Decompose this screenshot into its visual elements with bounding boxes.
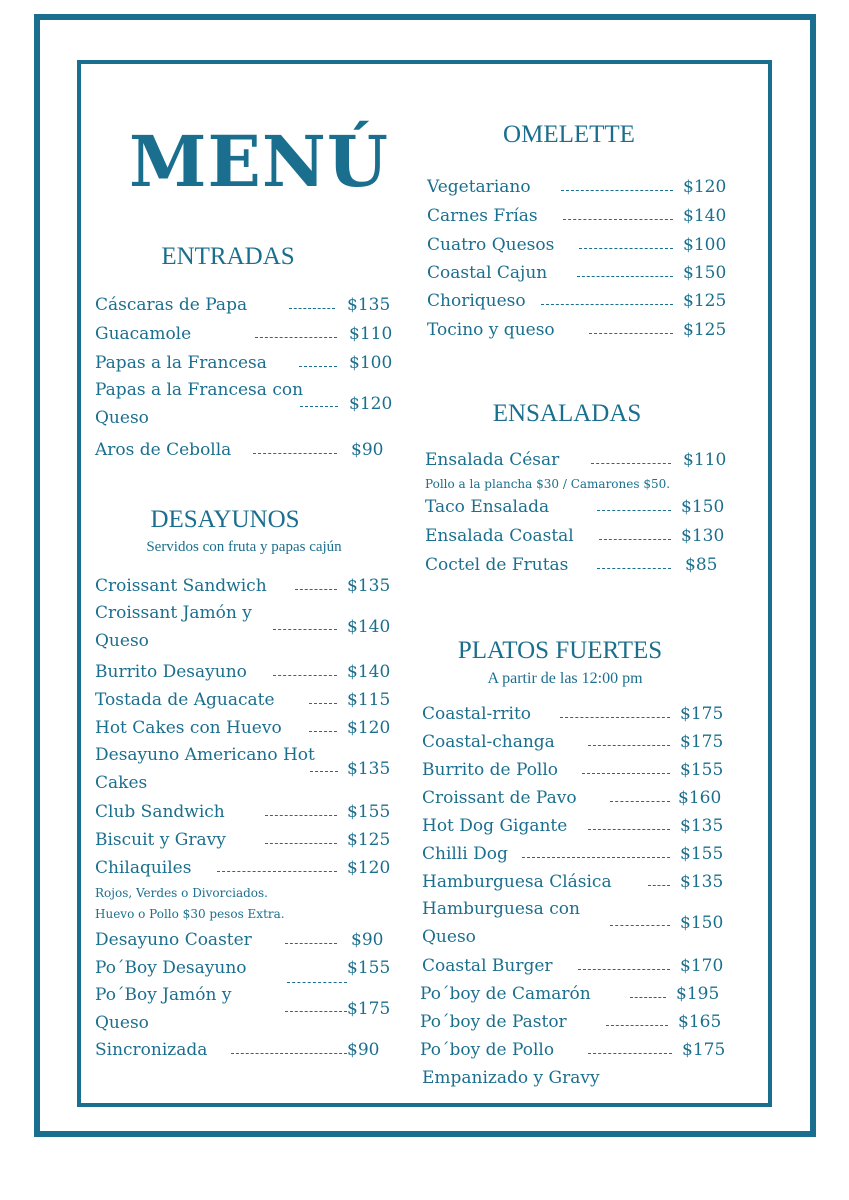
menu-item xyxy=(95,293,391,321)
item-price: $110 xyxy=(349,324,393,344)
menu-item xyxy=(422,814,724,842)
menu-title: MENÚ xyxy=(129,120,389,203)
item-name: Papas a la Francesa con Queso xyxy=(95,380,304,428)
menu-item xyxy=(95,745,391,801)
item-name: Po´boy de Camarón xyxy=(420,984,591,1004)
menu-item xyxy=(95,351,391,379)
item-price: $140 xyxy=(683,206,727,226)
item-price: $125 xyxy=(347,830,391,850)
menu-item xyxy=(95,716,391,744)
dotted-leader xyxy=(610,801,670,802)
item-name: Guacamole xyxy=(95,324,192,344)
menu-item xyxy=(95,380,391,436)
menu-item xyxy=(427,204,727,232)
menu-item xyxy=(422,758,724,786)
item-price: $100 xyxy=(349,353,393,373)
item-price: $150 xyxy=(681,497,725,517)
item-price: $135 xyxy=(347,759,391,779)
item-name: Tostada de Aguacate xyxy=(95,690,275,710)
menu-item xyxy=(420,1010,724,1038)
item-price: $140 xyxy=(347,617,391,637)
menu-item xyxy=(427,175,727,203)
menu-item xyxy=(95,574,391,602)
item-name: Hot Dog Gigante xyxy=(422,816,568,836)
item-name: Biscuit y Gravy xyxy=(95,830,226,850)
dotted-leader xyxy=(610,925,670,926)
desayunos-subtitle: Servidos con fruta y papas cajún xyxy=(146,539,342,555)
dotted-leader xyxy=(563,219,673,220)
menu-item xyxy=(425,524,725,552)
platos-fuertes-subtitle: A partir de las 12:00 pm xyxy=(487,670,643,687)
dotted-leader xyxy=(285,943,337,944)
item-price: $85 xyxy=(685,555,718,575)
item-name: Desayuno Americano Hot Cakes xyxy=(95,745,315,793)
dotted-leader xyxy=(522,857,670,858)
item-price: $100 xyxy=(683,235,727,255)
dotted-leader xyxy=(295,589,337,590)
menu-item xyxy=(95,856,391,884)
menu-item xyxy=(427,289,727,317)
dotted-leader xyxy=(591,463,671,464)
item-name: Po´boy de Pollo xyxy=(420,1040,555,1060)
item-price: $120 xyxy=(349,394,393,414)
dotted-leader xyxy=(579,248,673,249)
item-price: $120 xyxy=(347,718,391,738)
chilaquiles-extra-note: Huevo o Pollo $30 pesos Extra. xyxy=(95,907,285,921)
menu-item xyxy=(95,688,391,716)
item-price: $120 xyxy=(683,177,727,197)
dotted-leader xyxy=(231,1053,347,1054)
menu-item xyxy=(425,448,725,476)
menu-item xyxy=(420,1038,724,1066)
menu-item xyxy=(427,261,727,289)
item-name: Chilli Dog xyxy=(422,844,508,864)
item-price: $90 xyxy=(351,930,384,950)
item-name: Tocino y queso xyxy=(427,320,555,340)
item-name: Croissant Jamón y Queso xyxy=(95,603,252,651)
item-name: Burrito de Pollo xyxy=(422,760,559,780)
item-price: $175 xyxy=(680,704,724,724)
menu-item xyxy=(425,553,725,581)
item-price: $150 xyxy=(683,263,727,283)
dotted-leader xyxy=(599,539,671,540)
item-price: $155 xyxy=(347,802,391,822)
item-price: $155 xyxy=(680,844,724,864)
item-name: Papas a la Francesa xyxy=(95,353,267,373)
item-name: Sincronizada xyxy=(95,1040,208,1060)
dotted-leader xyxy=(582,773,670,774)
item-price: $175 xyxy=(347,999,391,1019)
item-name: Coctel de Frutas xyxy=(425,555,569,575)
item-price: $115 xyxy=(347,690,391,710)
menu-item xyxy=(95,1038,391,1066)
menu-item xyxy=(95,800,391,828)
item-price: $135 xyxy=(680,872,724,892)
item-price: $120 xyxy=(347,858,391,878)
menu-item xyxy=(95,438,391,466)
dotted-leader xyxy=(273,629,337,630)
item-name: Po´boy de Pastor xyxy=(420,1012,567,1032)
dotted-leader xyxy=(285,1011,347,1012)
menu-item xyxy=(427,233,727,261)
menu-item xyxy=(425,495,725,523)
item-price: $90 xyxy=(347,1040,380,1060)
item-name: Croissant de Pavo xyxy=(422,788,577,808)
dotted-leader xyxy=(217,871,337,872)
item-name: Burrito Desayuno xyxy=(95,662,247,682)
item-extra-line xyxy=(422,1066,724,1094)
pollo-note: Empanizado y Gravy xyxy=(422,1068,600,1088)
item-name: Aros de Cebolla xyxy=(95,440,232,460)
item-name: Cáscaras de Papa xyxy=(95,295,248,315)
item-price: $155 xyxy=(680,760,724,780)
menu-item xyxy=(95,928,391,956)
platos-fuertes-heading: PLATOS FUERTES xyxy=(457,637,663,664)
menu-item xyxy=(95,956,391,984)
item-name: Po´Boy Jamón y Queso xyxy=(95,985,232,1033)
dotted-leader xyxy=(561,190,673,191)
menu-item xyxy=(422,954,724,982)
item-price: $170 xyxy=(680,956,724,976)
menu-item xyxy=(422,786,724,814)
omelette-heading: OMELETTE xyxy=(503,121,635,148)
item-name: Desayuno Coaster xyxy=(95,930,252,950)
dotted-leader xyxy=(589,333,673,334)
item-price: $130 xyxy=(681,526,725,546)
dotted-leader xyxy=(577,276,673,277)
item-price: $110 xyxy=(683,450,727,470)
item-name: Coastal-changa xyxy=(422,732,555,752)
item-name: Vegetariano xyxy=(427,177,531,197)
menu-item xyxy=(95,603,391,659)
item-price: $140 xyxy=(347,662,391,682)
item-name: Coastal-rrito xyxy=(422,704,532,724)
menu-item xyxy=(422,702,724,730)
dotted-leader xyxy=(588,829,670,830)
dotted-leader xyxy=(597,510,671,511)
cesar-note: Pollo a la plancha $30 / Camarones $50. xyxy=(425,477,671,491)
item-name: Hamburguesa con Queso xyxy=(422,899,580,947)
item-price: $90 xyxy=(351,440,384,460)
menu-item xyxy=(422,842,724,870)
dotted-leader xyxy=(299,366,337,367)
dotted-leader xyxy=(597,568,671,569)
menu-item xyxy=(95,985,391,1041)
dotted-leader xyxy=(289,308,335,309)
menu-item xyxy=(422,899,724,955)
dotted-leader xyxy=(560,717,670,718)
item-name: Ensalada Coastal xyxy=(425,526,574,546)
menu-item xyxy=(420,982,724,1010)
dotted-leader xyxy=(265,843,337,844)
item-name: Ensalada César xyxy=(425,450,560,470)
item-name: Taco Ensalada xyxy=(425,497,550,517)
dotted-leader xyxy=(630,997,666,998)
menu-item xyxy=(422,730,724,758)
dotted-leader xyxy=(588,1053,672,1054)
desayunos-heading: DESAYUNOS xyxy=(150,506,300,533)
item-name: Carnes Frías xyxy=(427,206,538,226)
dotted-leader xyxy=(309,731,337,732)
dotted-leader xyxy=(310,771,338,772)
item-price: $160 xyxy=(678,788,722,808)
item-price: $155 xyxy=(347,958,391,978)
item-price: $195 xyxy=(676,984,720,1004)
item-price: $125 xyxy=(683,291,727,311)
menu-item xyxy=(422,870,724,898)
dotted-leader xyxy=(309,703,337,704)
dotted-leader xyxy=(287,982,347,983)
dotted-leader xyxy=(273,675,337,676)
menu-item xyxy=(95,828,391,856)
item-price: $135 xyxy=(347,295,391,315)
item-name: Chilaquiles xyxy=(95,858,192,878)
item-price: $175 xyxy=(682,1040,726,1060)
item-price: $135 xyxy=(680,816,724,836)
item-name: Choriqueso xyxy=(427,291,526,311)
item-price: $125 xyxy=(683,320,727,340)
item-name: Hot Cakes con Huevo xyxy=(95,718,282,738)
menu-item xyxy=(95,660,391,688)
item-name: Po´Boy Desayuno xyxy=(95,958,247,978)
dotted-leader xyxy=(648,885,670,886)
chilaquiles-note: Rojos, Verdes o Divorciados. xyxy=(95,886,268,900)
item-price: $165 xyxy=(678,1012,722,1032)
dotted-leader xyxy=(300,406,338,407)
item-name: Coastal Cajun xyxy=(427,263,548,283)
item-price: $135 xyxy=(347,576,391,596)
item-name: Club Sandwich xyxy=(95,802,225,822)
dotted-leader xyxy=(606,1025,668,1026)
menu-item xyxy=(95,322,391,350)
item-price: $150 xyxy=(680,913,724,933)
dotted-leader xyxy=(541,304,673,305)
item-name: Coastal Burger xyxy=(422,956,553,976)
dotted-leader xyxy=(255,337,337,338)
item-name: Cuatro Quesos xyxy=(427,235,555,255)
dotted-leader xyxy=(588,745,670,746)
item-price: $175 xyxy=(680,732,724,752)
dotted-leader xyxy=(265,815,337,816)
menu-item xyxy=(427,318,727,346)
item-name: Croissant Sandwich xyxy=(95,576,267,596)
dotted-leader xyxy=(578,969,670,970)
ensaladas-heading: ENSALADAS xyxy=(492,400,642,427)
item-name: Hamburguesa Clásica xyxy=(422,872,612,892)
dotted-leader xyxy=(253,453,337,454)
entradas-heading: ENTRADAS xyxy=(161,243,295,270)
